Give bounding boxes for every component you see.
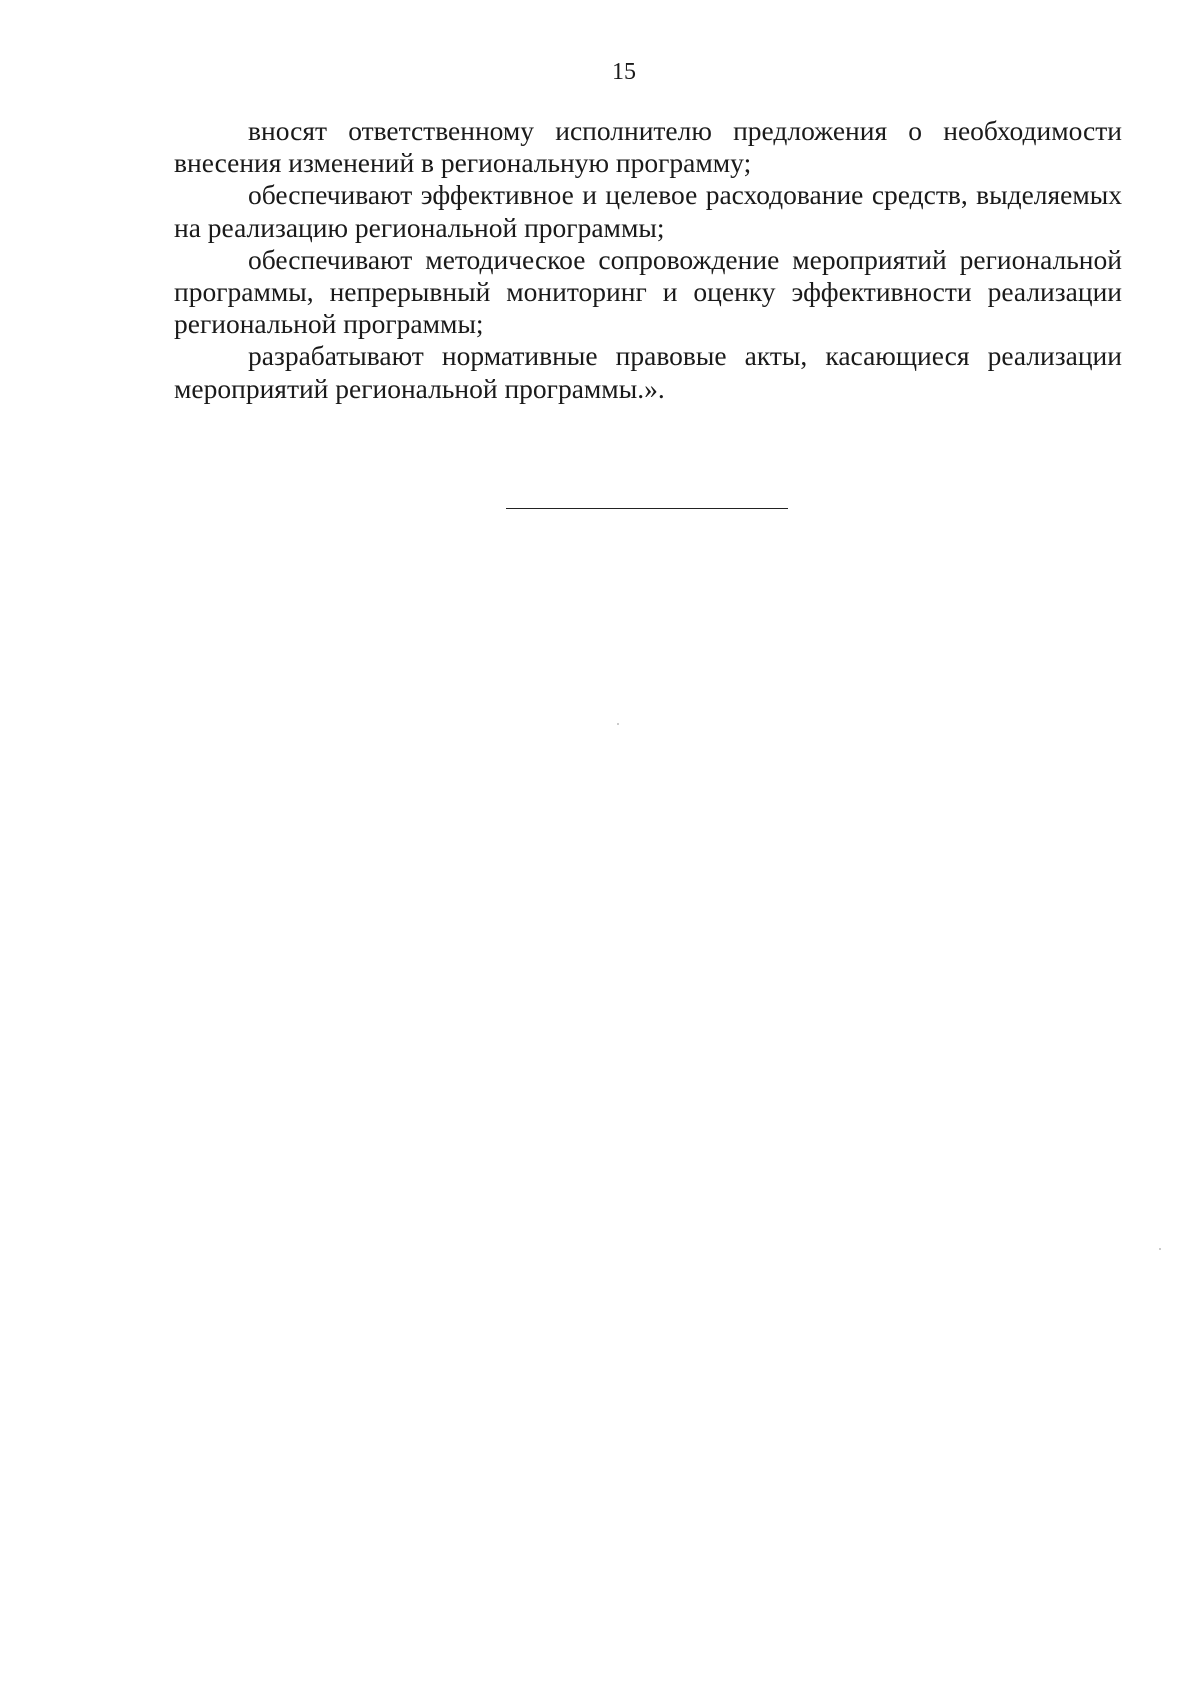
page-number: 15	[612, 59, 636, 85]
paragraph-legal-acts: разрабатывают нормативные правовые акты, касающиеся реализации мероприятий региональной программы.».	[174, 340, 1122, 404]
document-body	[174, 115, 1122, 405]
scan-speck	[617, 723, 619, 725]
paragraph-monitoring: обеспечивают методическое сопровождение мероприятий региональной программы, непрерывный мониторинг и оценку эффективности реализации региональной программы;	[174, 243, 1122, 340]
paragraph-spending: обеспечивают эффективное и целевое расходование средств, выделяемых на реализацию региональной программы;	[174, 179, 1122, 243]
end-separator-line	[506, 508, 788, 509]
paragraph-proposals: вносят ответственному исполнителю предложения о необходимости внесения изменений в региональную программу;	[174, 115, 1122, 179]
scan-speck	[1159, 1248, 1161, 1250]
